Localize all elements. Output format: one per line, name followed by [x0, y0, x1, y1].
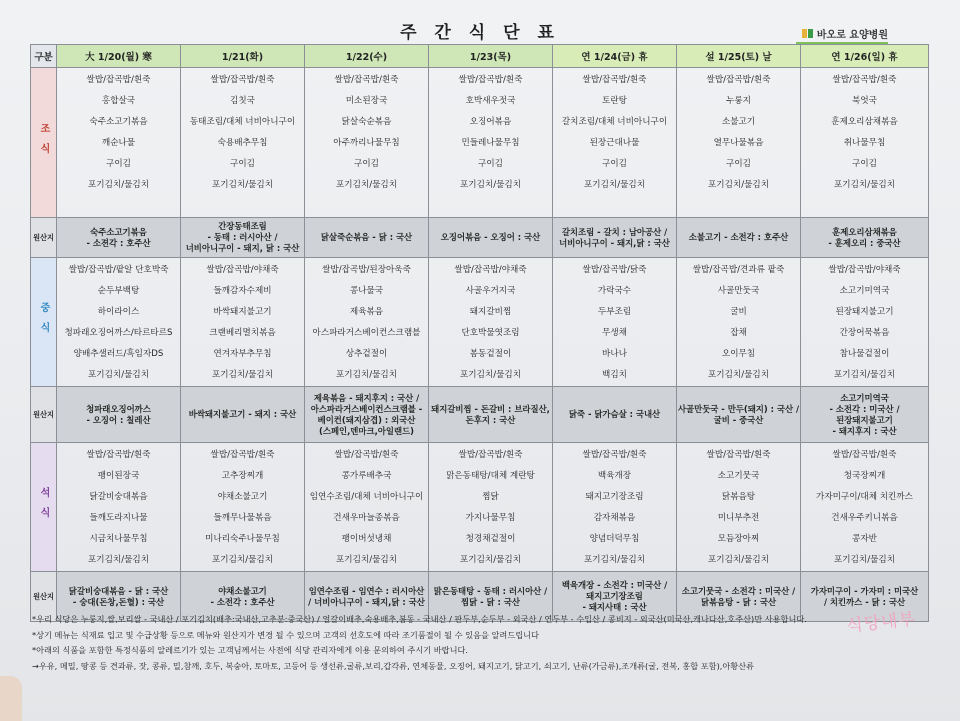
menu-item: 쌀밥/잡곡밥/견과류 팥죽 — [692, 265, 785, 275]
origin-line: 제육볶음 - 돼지후지 : 국산 / — [313, 392, 420, 403]
menu-item: 맑은동태탕/대체 계란탕 — [446, 471, 535, 481]
dinner-day-cell — [801, 443, 929, 572]
hospital-logo — [802, 26, 888, 41]
menu-item: 가자미구이/대체 치킨까스 — [816, 492, 913, 502]
page-title: 주 간 식 단 표 — [400, 23, 560, 43]
menu-item: 구이김 — [602, 159, 627, 169]
menu-item: 백김치 — [602, 370, 627, 380]
header-day: 설 1/25(토) 날 — [677, 45, 801, 68]
menu-item: 들깨도라지나물 — [89, 513, 148, 523]
menu-item: 하이라이스 — [97, 307, 140, 317]
menu-item: 백육개장 — [597, 471, 632, 481]
menu-item: 취나물무침 — [843, 138, 886, 148]
origin-line: 너비아니구이 - 돼지, 닭 : 국산 — [185, 243, 300, 253]
origin-line: - 오징어 : 칠레산 — [86, 414, 151, 425]
menu-item: 오이무침 — [721, 349, 756, 359]
menu-item: 쌀밥/잡곡밥/흰죽 — [334, 450, 399, 460]
menu-item: 콩자반 — [852, 534, 877, 544]
menu-item: 김칫국 — [230, 96, 255, 106]
note-line: *상기 메뉴는 식재료 입고 및 수급상황 등으로 메뉴와 원산지가 변경 될 수 있으며 고객의 선호도에 따라 조기품절이 될 수 있음을 알려드립니다 — [32, 629, 539, 640]
origin-line: - 소전각 : 미국산 / — [829, 403, 900, 414]
lunch-origin-cell — [429, 387, 553, 443]
note-line: *아래의 식품을 포함한 특정식품의 알레르기가 있는 고객님께서는 사전에 식당 관리자에게 이용 문의하여 주시기 바랍니다. — [32, 645, 468, 655]
menu-item: 무생채 — [602, 328, 627, 338]
origin-line: - 돼지후지 : 국산 — [832, 425, 897, 436]
breakfast-day-cell — [181, 68, 305, 218]
menu-item: 쌀밥/잡곡밥/흰죽 — [334, 75, 399, 85]
lunch-origin-cell — [57, 387, 181, 443]
breakfast-origin-cell — [181, 218, 305, 258]
origin-line: 바싹돼지불고기 - 돼지 : 국산 — [188, 409, 297, 419]
menu-item: 쌀밥/잡곡밥/팥알 단호박죽 — [68, 265, 169, 275]
origin-line: 닭볶음탕 - 닭 : 국산 — [700, 596, 777, 607]
menu-item: 잡채 — [730, 328, 747, 338]
menu-item: 건새우주키니볶음 — [831, 513, 898, 523]
menu-item: 청파래오징어까스/타르타르S — [64, 328, 173, 338]
origin-line: 가자미구이 - 가자미 : 미국산 — [810, 585, 919, 596]
lunch-origin-cell — [801, 387, 929, 443]
menu-item: 숙용배추무침 — [217, 138, 268, 148]
origin-line: 야채소불고기 — [218, 585, 267, 596]
origin-line: 백육개장 - 소전각 : 미국산 / — [561, 580, 668, 590]
origin-line: - 훈제오리 : 중국산 — [828, 237, 901, 248]
menu-item: 포기김치/물김치 — [459, 555, 521, 565]
menu-item: 쌀밥/잡곡밥/흰죽 — [210, 75, 275, 85]
dinner-day-cell — [677, 443, 801, 572]
origin-line: 숙주소고기볶음 — [90, 226, 147, 237]
origin-line: / 치킨까스 - 닭 : 국산 — [823, 596, 906, 607]
menu-item: 토란탕 — [602, 96, 627, 106]
menu-item: 닭살숙순볶음 — [341, 117, 392, 127]
menu-item: 포기김치/물김치 — [87, 180, 149, 190]
menu-item: 쌀밥/잡곡밥/흰죽 — [458, 75, 523, 85]
dinner-day-cell — [429, 443, 553, 572]
lunch-day-cell — [181, 258, 305, 387]
menu-item: 오징어볶음 — [469, 117, 512, 127]
lunch-day-cell — [553, 258, 677, 387]
menu-item: 소고기미역국 — [839, 286, 890, 296]
menu-item: 쌀밥/잡곡밥/흰죽 — [582, 75, 647, 85]
menu-item: 쌀밥/잡곡밥/흰죽 — [832, 450, 897, 460]
lunch-day-cell — [801, 258, 929, 387]
breakfast-origin-cell — [429, 218, 553, 258]
menu-item: 바싹돼지불고기 — [213, 307, 272, 317]
menu-item: 닭갈비숭대볶음 — [89, 492, 148, 502]
menu-item: 팽이된장국 — [97, 471, 140, 481]
menu-item: 구이김 — [106, 159, 131, 169]
menu-item: 포기김치/물김치 — [707, 370, 769, 380]
menu-item: 쌀밥/잡곡밥/흰죽 — [86, 75, 151, 85]
menu-item: 북엇국 — [852, 96, 877, 106]
menu-item: 포기김치/물김치 — [583, 180, 645, 190]
menu-item: 쌀밥/잡곡밥/야채죽 — [454, 265, 527, 275]
origin-line: - 동태 : 러시아산 / — [207, 232, 278, 242]
origin-line: 돼지고기장조림 — [586, 591, 643, 601]
menu-item: 쌀밥/잡곡밥/흰죽 — [706, 450, 771, 460]
breakfast-day-cell — [305, 68, 429, 218]
menu-item: 순두부백탕 — [97, 286, 140, 296]
menu-item: 홍합살국 — [101, 96, 136, 106]
menu-item: 포기김치/물김치 — [87, 370, 149, 380]
origin-label: 원산지 — [31, 387, 57, 443]
menu-item: 포기김치/물김치 — [707, 555, 769, 565]
header-day: 1/22(수) — [305, 45, 429, 68]
menu-item: 사골우거지국 — [465, 286, 516, 296]
breakfast-day-cell — [57, 68, 181, 218]
header-day: 연 1/24(금) 휴 — [553, 45, 677, 68]
menu-item: 숙주소고기볶음 — [89, 117, 148, 127]
menu-item: 제육볶음 — [349, 307, 384, 317]
menu-item: 쌀밥/잡곡밥/된장아욱죽 — [322, 265, 411, 275]
menu-item: 동태조림/대체 너비아니구이 — [189, 117, 296, 127]
note-line: →우유, 메밀, 땅콩 등 견과류, 잣, 콩류, 밀,참깨, 호두, 복숭아, 토마토, 고등어 등 생선류,굴류,보리,갑각류, 연체동물, 오징어, 돼지고기, 닭고기, 쇠고기, 난류(가금류),조개류(굴, 전복, 홍합 포함),아황산류 — [32, 660, 755, 671]
menu-item: 가지나물무침 — [465, 513, 516, 523]
menu-item: 팽이버섯냉채 — [341, 534, 392, 544]
menu-item: 쌀밥/잡곡밥/흰죽 — [832, 75, 897, 85]
menu-item: 찜닭 — [482, 492, 499, 502]
origin-line: 소고기미역국 — [840, 392, 889, 403]
menu-item: 갈치조림/대체 너비아니구이 — [561, 117, 668, 127]
lunch-origin-cell — [305, 387, 429, 443]
breakfast-day-cell — [677, 68, 801, 218]
menu-item: 포기김치/물김치 — [707, 180, 769, 190]
header-gubun: 구분 — [31, 45, 57, 68]
origin-line: 오징어볶음 - 오징어 : 국산 — [440, 232, 541, 242]
menu-item: 열무나물볶음 — [713, 138, 764, 148]
breakfast-day-cell — [801, 68, 929, 218]
menu-item: 된장근대나물 — [589, 138, 640, 148]
notes — [32, 612, 912, 674]
menu-item: 미소된장국 — [345, 96, 388, 106]
header-day: 大 1/20(월) 寒 — [57, 45, 181, 68]
header-day: 1/23(목) — [429, 45, 553, 68]
menu-item: 포기김치/물김치 — [211, 555, 273, 565]
origin-line: 소불고기 - 소전각 : 호주산 — [688, 232, 789, 242]
logo-text: 바오로 요양병원 — [816, 30, 888, 41]
menu-item: 콩가루배추국 — [341, 471, 392, 481]
origin-label: 원산지 — [31, 218, 57, 258]
logo-icon — [802, 29, 814, 38]
menu-item: 야채소불고기 — [217, 492, 268, 502]
menu-item: 간장어묵볶음 — [839, 328, 890, 338]
meal-label-breakfast: 조식 — [31, 68, 57, 218]
header-day: 연 1/26(일) 휴 — [801, 45, 929, 68]
menu-item: 시금치나물무침 — [89, 534, 148, 544]
lunch-origin-cell — [677, 387, 801, 443]
menu-item: 감자채볶음 — [593, 513, 636, 523]
origin-line: - 소전각 : 호주산 — [210, 596, 275, 607]
breakfast-day-cell — [553, 68, 677, 218]
menu-item: 포기김치/물김치 — [833, 370, 895, 380]
breakfast-day-cell — [429, 68, 553, 218]
menu-item: 포기김치/물김치 — [583, 555, 645, 565]
origin-line: - 소젼각 : 호주산 — [86, 237, 151, 248]
origin-line: 소고기뭇국 - 소전각 : 미국산 / — [681, 585, 796, 596]
origin-label: 원산지 — [31, 572, 57, 622]
menu-item: 아스파라거스베이컨스크램블 — [312, 328, 421, 338]
menu-item: 가락국수 — [597, 286, 632, 296]
origin-line: 훈제오리삼채볶음 — [832, 226, 897, 237]
menu-item: 쌀밥/잡곡밥/흰죽 — [86, 450, 151, 460]
menu-item: 누룽지 — [726, 96, 751, 106]
origin-line: 너비아니구이 - 돼지,닭 : 국산 — [559, 237, 670, 248]
menu-item: 양념더덕무침 — [589, 534, 640, 544]
menu-item: 된장돼지불고기 — [835, 307, 894, 317]
breakfast-origin-cell — [677, 218, 801, 258]
menu-item: 구이김 — [478, 159, 503, 169]
origin-line: - 숭대(돈창,돈혈) : 국산 — [72, 596, 165, 607]
menu-item: 봄동겉절이 — [469, 349, 512, 359]
finger-edge — [0, 676, 22, 721]
menu-item: 참나물겉절이 — [839, 349, 890, 359]
menu-item: 소불고기 — [721, 117, 756, 127]
menu-item: 포기김치/물김치 — [459, 370, 521, 380]
menu-item: 미나리숙주나물무침 — [205, 534, 280, 544]
menu-item: 크랜베리멸치볶음 — [209, 328, 276, 338]
dinner-day-cell — [57, 443, 181, 572]
menu-item: 쌀밥/잡곡밥/흰죽 — [458, 450, 523, 460]
origin-line: 닭갈비숭대볶음 - 닭 : 국산 — [68, 585, 169, 596]
note-line: *우리 식당은 누룽지,쌀,보리쌀 - 국내산 / 포기김치(배추:국내산,고추분:중국산) / 얼갈이배추,숙용배추,봄동 - 국내산 / 판두부,순두부 - 외국산 / 연두부 - 수입산 / 콩비지 - 외국산(미국산,캐나다산,호주산)만 사용합니다. — [32, 614, 807, 624]
menu-item: 두부조림 — [597, 307, 632, 317]
menu-item: 콩나물국 — [349, 286, 384, 296]
menu-item: 모듬장아찌 — [717, 534, 760, 544]
menu-item: 포기김치/물김치 — [211, 180, 273, 190]
origin-line: 돼지갈비찜 - 돈갈비 : 브라질산, — [431, 403, 550, 414]
weekly-menu-table — [30, 44, 929, 622]
menu-item: 깨순나물 — [101, 138, 136, 148]
menu-item: 청국장찌개 — [843, 471, 886, 481]
meal-label-dinner: 석식 — [31, 443, 57, 572]
menu-item: 임연수조림/대체 너비아니구이 — [309, 492, 424, 502]
menu-item: 쌀밥/잡곡밥/닭죽 — [582, 265, 647, 275]
menu-item: 구이김 — [852, 159, 877, 169]
menu-item: 포기김치/물김치 — [335, 180, 397, 190]
origin-line: 임연수조림 - 임연수 : 러시아산 — [308, 585, 425, 596]
menu-item: 쌀밥/잡곡밥/흰죽 — [582, 450, 647, 460]
lunch-origin-cell — [553, 387, 677, 443]
lunch-day-cell — [677, 258, 801, 387]
origin-line: 사골만둣국 - 만두(돼지) : 국산 / — [677, 403, 800, 414]
menu-item: 포기김치/물김치 — [87, 555, 149, 565]
menu-item: 고추장찌개 — [221, 471, 264, 481]
menu-item: 들깨감자수제비 — [213, 286, 272, 296]
lunch-origin-cell — [181, 387, 305, 443]
origin-line: 아스파라거스베이컨스크램블 - — [310, 403, 423, 414]
menu-item: 건새우마늘종볶음 — [333, 513, 400, 523]
origin-line: 굴비 - 중국산 — [713, 414, 764, 425]
breakfast-origin-cell — [801, 218, 929, 258]
origin-line: 청파래오징어까스 — [86, 403, 151, 414]
origin-line: 찜닭 - 닭 : 국산 — [461, 596, 520, 607]
menu-item: 구이김 — [354, 159, 379, 169]
origin-line: / 너비아니구이 - 돼지,닭 : 국산 — [308, 596, 425, 607]
menu-item: 포기김치/물김치 — [211, 370, 273, 380]
origin-line: - 돼지사태 : 국산 — [582, 602, 647, 612]
origin-line: 닭죽 - 닭가슴살 : 국내산 — [568, 409, 661, 419]
menu-item: 포기김치/물김치 — [335, 555, 397, 565]
menu-item: 포기김치/물김치 — [833, 555, 895, 565]
origin-line: 간장동태조림 — [218, 221, 267, 231]
menu-item: 훈제오리삼채볶음 — [831, 117, 898, 127]
menu-item: 미니부추전 — [717, 513, 760, 523]
breakfast-origin-cell — [57, 218, 181, 258]
lunch-day-cell — [429, 258, 553, 387]
menu-item: 구이김 — [726, 159, 751, 169]
menu-item: 포기김치/물김치 — [833, 180, 895, 190]
origin-line: 갈치조림 - 갈치 : 남아공산 / — [561, 226, 668, 237]
menu-item: 돼지갈비찜 — [469, 307, 512, 317]
menu-item: 바나나 — [602, 349, 627, 359]
menu-item: 굴비 — [730, 307, 747, 317]
lunch-day-cell — [57, 258, 181, 387]
handwritten-note: 식당내부 — [845, 609, 917, 637]
menu-item: 쌀밥/잡곡밥/야채죽 — [206, 265, 279, 275]
origin-line: 돈후지 : 국산 — [465, 414, 516, 425]
menu-item: 닭볶음탕 — [721, 492, 756, 502]
origin-line: 닭살죽순볶음 - 닭 : 국산 — [320, 232, 413, 242]
origin-line: 맑은동태탕 - 동태 : 러시아산 / — [433, 585, 548, 596]
origin-line: 베이컨(돼지삼겹) : 외국산 — [317, 414, 416, 425]
menu-item: 들깨무나물볶음 — [213, 513, 272, 523]
dinner-day-cell — [305, 443, 429, 572]
dinner-day-cell — [553, 443, 677, 572]
menu-item: 쌀밥/잡곡밥/흰죽 — [706, 75, 771, 85]
menu-item: 상추겉절이 — [345, 349, 388, 359]
lunch-day-cell — [305, 258, 429, 387]
menu-item: 단호박물엿조림 — [461, 328, 520, 338]
menu-item: 호박새우젓국 — [465, 96, 516, 106]
header-day: 1/21(화) — [181, 45, 305, 68]
meal-label-lunch: 중식 — [31, 258, 57, 387]
menu-item: 쌀밥/잡곡밥/흰죽 — [210, 450, 275, 460]
menu-item: 돼지고기장조림 — [585, 492, 644, 502]
menu-item: 구이김 — [230, 159, 255, 169]
dinner-day-cell — [181, 443, 305, 572]
origin-line: 된장돼지불고기 — [836, 414, 893, 425]
menu-item: 포기김치/물김치 — [335, 370, 397, 380]
menu-item: 양배추샐러드/흑임자DS — [73, 349, 164, 359]
menu-item: 민들레나물무침 — [461, 138, 520, 148]
menu-item: 아주까리나물무침 — [333, 138, 400, 148]
menu-item: 사골만둣국 — [717, 286, 760, 296]
menu-item: 포기김치/물김치 — [459, 180, 521, 190]
origin-line: (스페인,덴마크,아일랜드) — [319, 425, 414, 436]
breakfast-origin-cell — [305, 218, 429, 258]
menu-item: 연겨자부추무침 — [213, 349, 272, 359]
menu-item: 쌀밥/잡곡밥/야채죽 — [828, 265, 901, 275]
breakfast-origin-cell — [553, 218, 677, 258]
menu-item: 소고기뭇국 — [717, 471, 760, 481]
menu-item: 청경채겉절이 — [465, 534, 516, 544]
